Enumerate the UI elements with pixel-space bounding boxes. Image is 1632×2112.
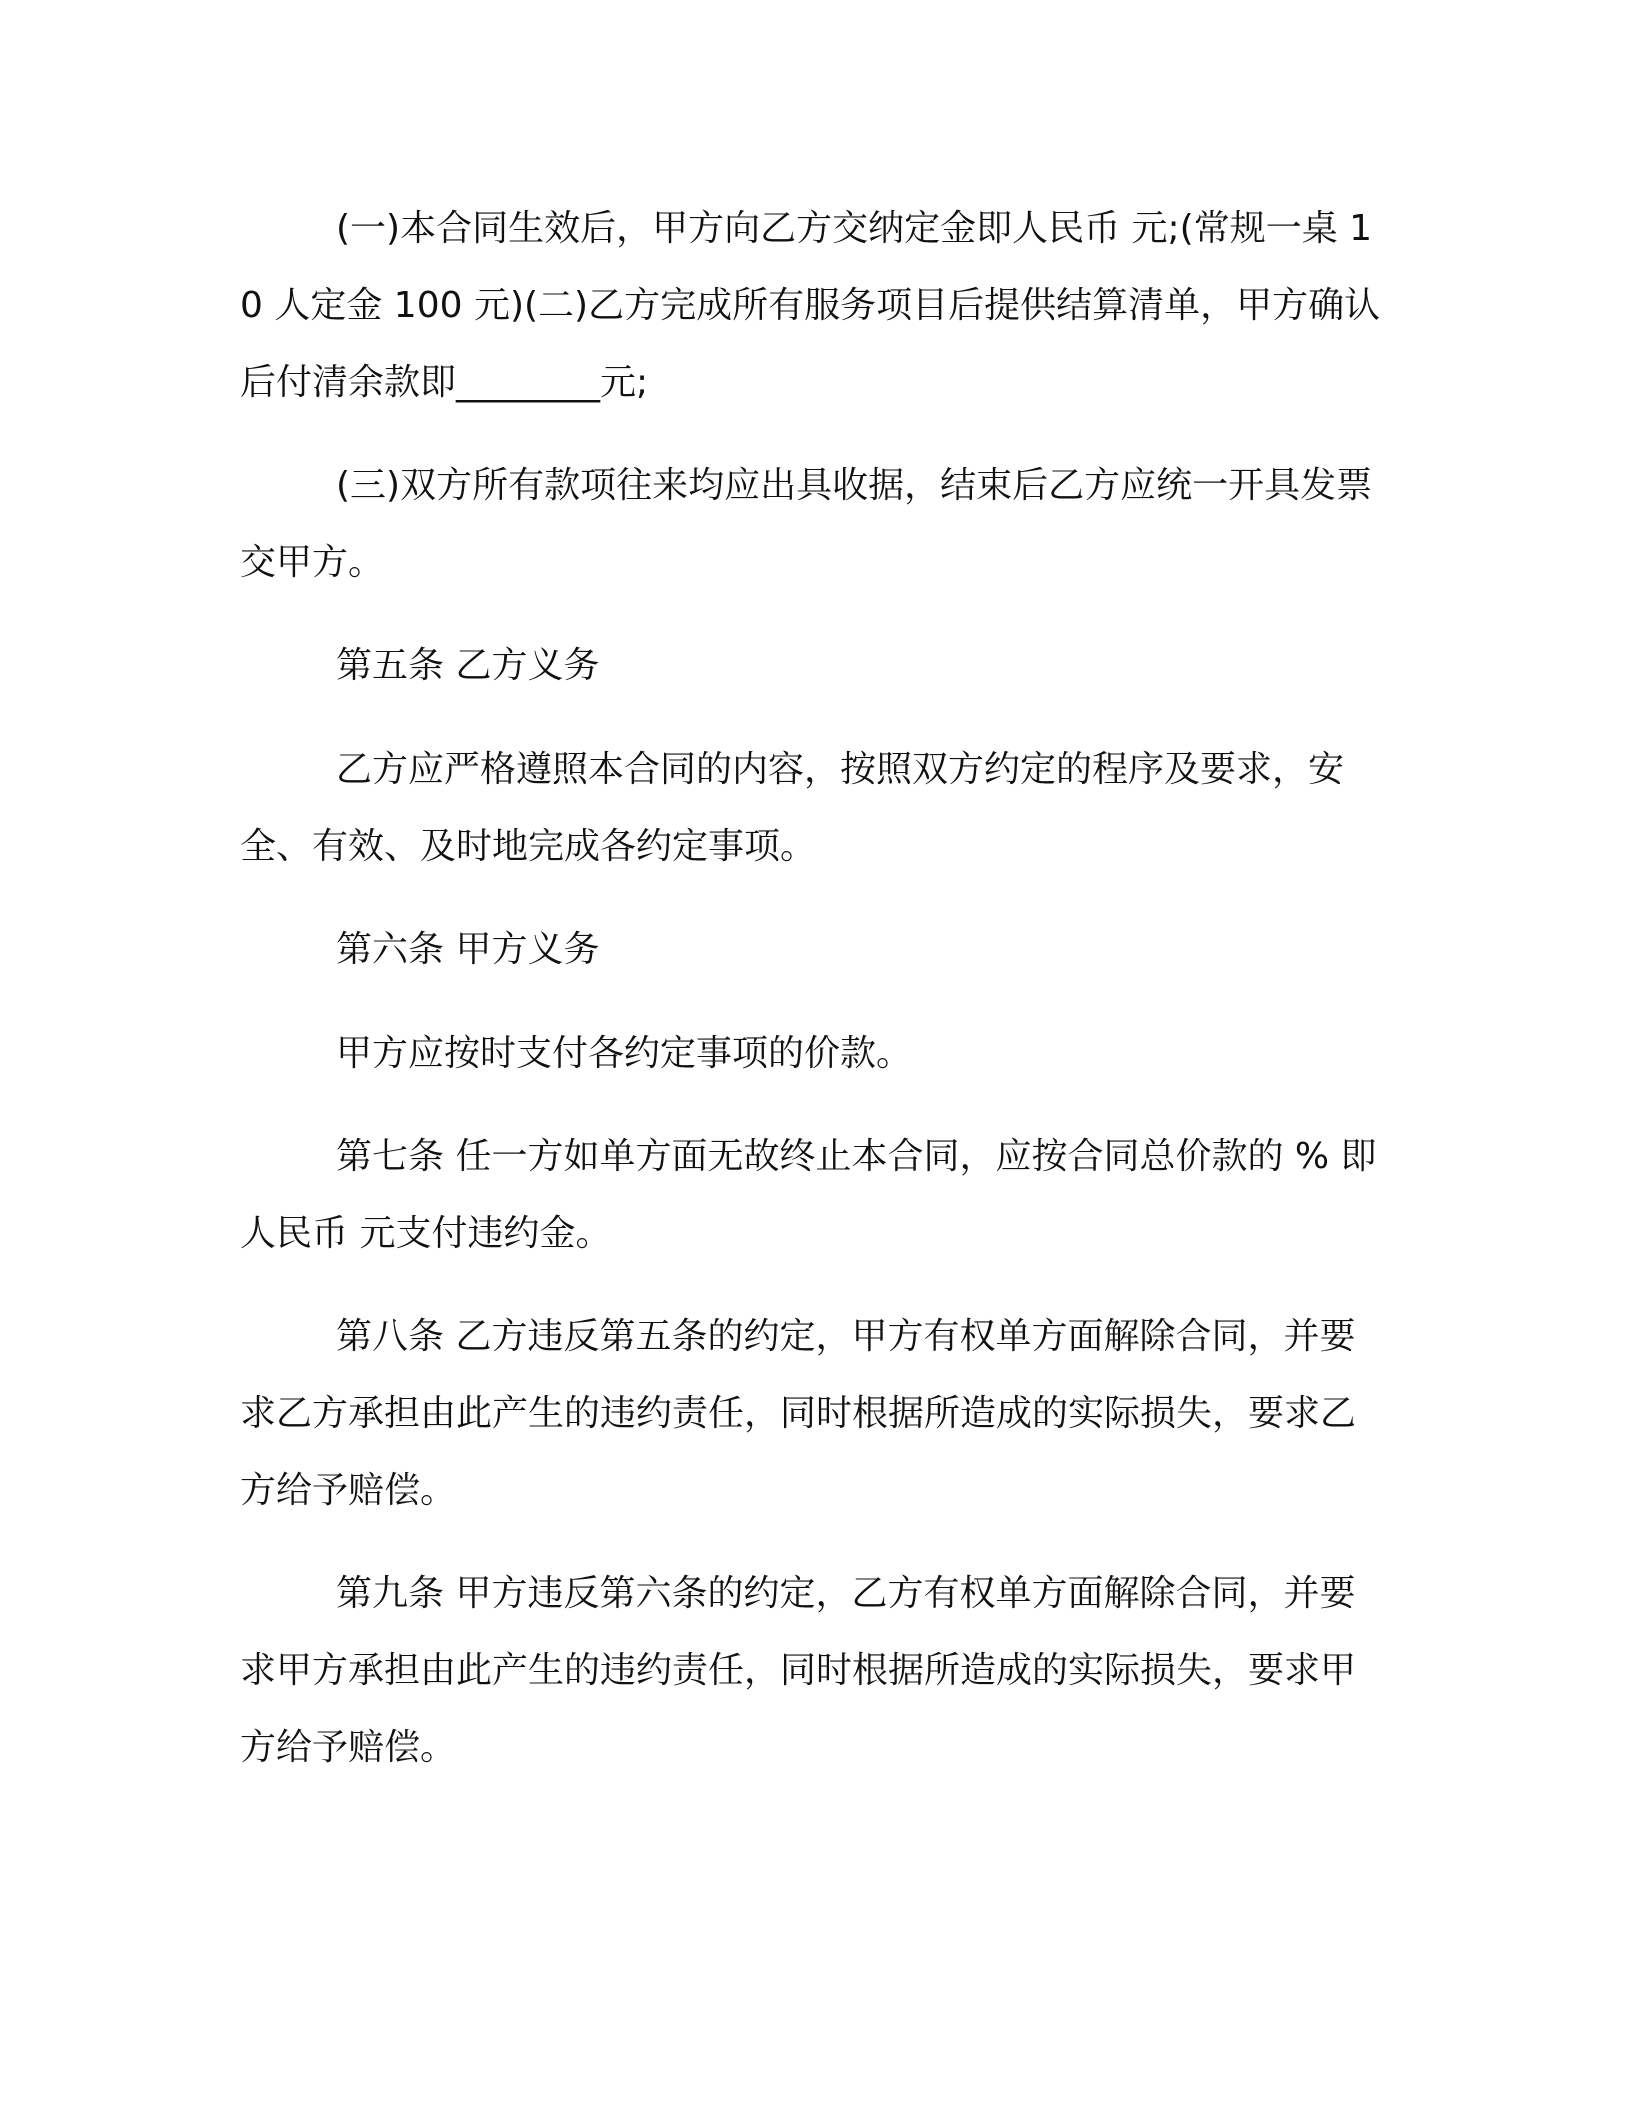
article-8: 第八条 乙方违反第五条的约定，甲方有权单方面解除合同，并要求乙方承担由此产生的违约责任，同时根据所造成的实际损失，要求乙方给予赔偿。 [240, 1316, 1357, 1511]
article-5-heading: 第五条 乙方义务 [336, 645, 600, 686]
article-6-body: 甲方应按时支付各约定事项的价款。 [336, 1033, 913, 1074]
article-5-body: 乙方应严格遵照本合同的内容，按照双方约定的程序及要求，安全、有效、及时地完成各约定事项。 [240, 749, 1345, 867]
paragraph-payment-terms: (一)本合同生效后，甲方向乙方交纳定金即人民币 元;(常规一桌 10 人定金 100 元)(二)乙方完成所有服务项目后提供结算清单，甲方确认后付清余款即________元; [240, 208, 1381, 403]
document-body [240, 190, 1390, 1812]
article-7: 第七条 任一方如单方面无故终止本合同，应按合同总价款的 % 即人民币 元支付违约金。 [240, 1136, 1377, 1254]
article-6-heading: 第六条 甲方义务 [336, 929, 600, 970]
paragraph-receipt-invoice: (三)双方所有款项往来均应出具收据，结束后乙方应统一开具发票交甲方。 [240, 465, 1373, 583]
article-9: 第九条 甲方违反第六条的约定，乙方有权单方面解除合同，并要求甲方承担由此产生的违约责任，同时根据所造成的实际损失，要求甲方给予赔偿。 [240, 1573, 1357, 1768]
